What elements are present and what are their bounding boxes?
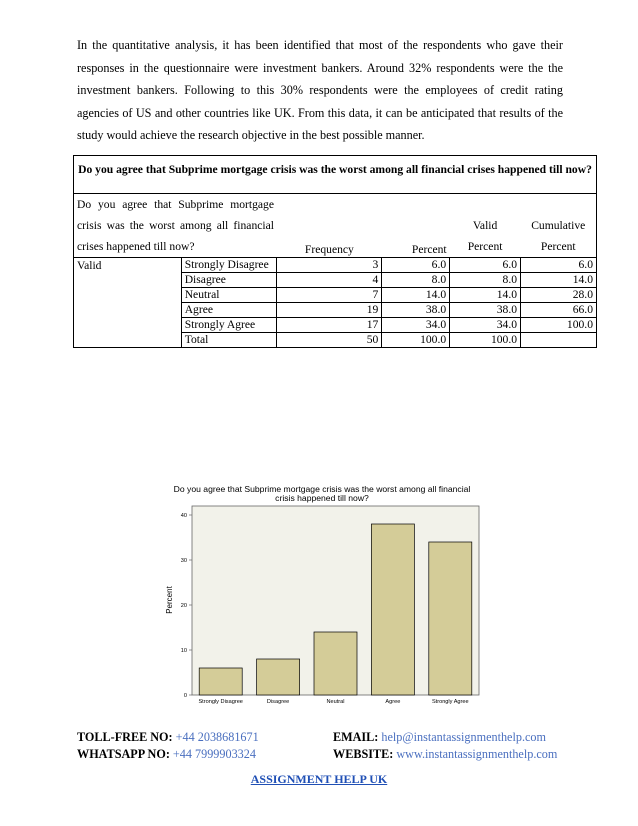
y-tick-label: 10 (180, 648, 187, 654)
valid-percent-cell: 8.0 (450, 273, 521, 288)
frequency-cell: 4 (277, 273, 382, 288)
percent-cell: 8.0 (382, 273, 450, 288)
whatsapp-number: +44 7999903324 (172, 747, 256, 761)
table-row (74, 258, 597, 273)
x-axis-labels (198, 699, 468, 705)
total-cumulative-percent (521, 333, 597, 348)
brand-link[interactable]: ASSIGNMENT HELP UK (250, 772, 388, 786)
bar-chart (158, 476, 486, 708)
cumulative-percent-cell: 6.0 (521, 258, 597, 273)
percent-cell: 38.0 (382, 303, 450, 318)
y-axis-label: Percent (165, 586, 174, 614)
group-label: Valid (74, 258, 182, 273)
bar-strongly-agree (429, 542, 472, 695)
website-contact: WEBSITE: www.instantassignmenthelp.com (333, 747, 558, 761)
total-frequency: 50 (277, 333, 382, 348)
table-header-row (74, 194, 597, 258)
col-valid-percent: Valid Percent (467, 219, 503, 253)
cumulative-percent-cell: 66.0 (521, 303, 597, 318)
percent-cell: 6.0 (382, 258, 450, 273)
valid-percent-cell: 14.0 (450, 288, 521, 303)
y-tick-label: 30 (180, 558, 187, 564)
footer-contacts (77, 729, 577, 763)
website-link[interactable]: www.instantassignmenthelp.com (396, 747, 558, 761)
row-label: Agree (181, 303, 277, 318)
bar-disagree (257, 659, 300, 695)
valid-percent-cell: 34.0 (450, 318, 521, 333)
y-tick-label: 0 (183, 693, 187, 699)
cumulative-percent-cell: 28.0 (521, 288, 597, 303)
table-row (74, 273, 597, 288)
percent-cell: 34.0 (382, 318, 450, 333)
bar-agree (371, 524, 414, 695)
x-tick-label: Neutral (326, 699, 345, 705)
total-valid-percent: 100.0 (450, 333, 521, 348)
col-cumulative-percent: Cumulative Percent (521, 194, 597, 258)
table-title: Do you agree that Subprime mortgage crisis was the worst among all financial crises happened till now? (74, 156, 597, 194)
bar-strongly-disagree (199, 668, 242, 695)
chart-title-line-1: Do you agree that Subprime mortgage crisis was the worst among all financial (173, 484, 471, 494)
table-row (74, 288, 597, 303)
table-total-row (74, 333, 597, 348)
x-tick-label: Agree (385, 699, 401, 705)
chart-title-line-2: crisis happened till now? (275, 493, 369, 503)
body-paragraph: In the quantitative analysis, it has been identified that most of the respondents who gave their responses in the questionnaire were investment bankers. Around 32% respondents were the the investment bankers. Following to this 30% respondents were the employees of credit rating agencies of US and other countries like UK. From this data, it can be anticipated that results of the study would achieve the research objective in the best possible manner. (77, 38, 563, 143)
cumulative-percent-cell: 100.0 (521, 318, 597, 333)
col-frequency: Frequency (304, 243, 354, 256)
x-tick-label: Strongly Agree (431, 699, 469, 705)
row-label: Strongly Disagree (181, 258, 277, 273)
frequency-cell: 7 (277, 288, 382, 303)
frequency-cell: 3 (277, 258, 382, 273)
valid-percent-cell: 38.0 (450, 303, 521, 318)
row-label: Neutral (181, 288, 277, 303)
row-label: Disagree (181, 273, 277, 288)
email-link[interactable]: help@instantassignmenthelp.com (381, 730, 546, 744)
bar-neutral (314, 632, 357, 695)
y-tick-label: 20 (180, 603, 187, 609)
valid-percent-cell: 6.0 (450, 258, 521, 273)
row-header-label: Do you agree that Subprime mortgage crisis was the worst among all financial crises happened till now? (74, 194, 277, 258)
y-axis-ticks (181, 513, 192, 699)
x-tick-label: Strongly Disagree (198, 699, 243, 705)
email-contact: EMAIL: help@instantassignmenthelp.com (333, 730, 546, 744)
y-tick-label: 40 (180, 513, 187, 519)
tollfree-number: +44 2038681671 (175, 730, 259, 744)
percent-cell: 14.0 (382, 288, 450, 303)
frequency-cell: 19 (277, 303, 382, 318)
tollfree-contact: TOLL-FREE NO: +44 2038681671 (77, 730, 259, 744)
cumulative-percent-cell: 14.0 (521, 273, 597, 288)
x-tick-label: Disagree (266, 699, 290, 705)
col-percent: Percent (411, 243, 447, 256)
frequency-cell: 17 (277, 318, 382, 333)
row-label: Strongly Agree (181, 318, 277, 333)
table-row (74, 303, 597, 318)
table-row (74, 318, 597, 333)
frequency-table (73, 155, 597, 348)
total-label: Total (181, 333, 277, 348)
total-percent: 100.0 (382, 333, 450, 348)
whatsapp-contact: WHATSAPP NO: +44 7999903324 (77, 747, 256, 761)
